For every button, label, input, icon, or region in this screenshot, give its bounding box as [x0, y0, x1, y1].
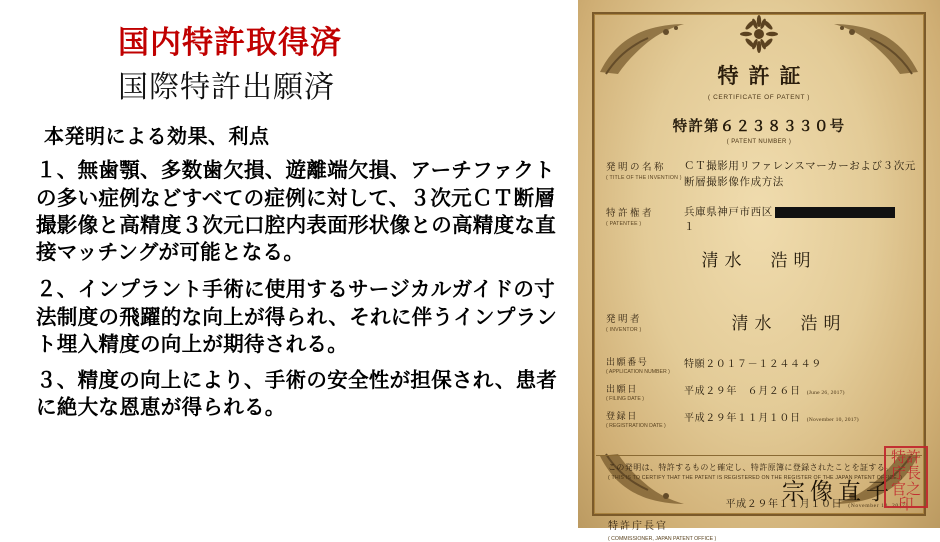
commissioner-title [596, 516, 922, 542]
field-label-en: ( TITLE OF THE INVENTION ) [606, 175, 682, 181]
benefit-paragraph-1: １、無歯顎、多数歯欠損、遊離端欠損、アーチファクトの多い症例などすべての症例に対して、３次元ＣＴ断層撮影像と高精度３次元口腔内表面形状像との高精度な直接マッチングが可能となる。 [36, 159, 556, 264]
date-value [684, 409, 859, 424]
headline-domestic-patent: 国内特許取得済 [118, 25, 342, 60]
date-value-en: (November 10, 2017) [806, 416, 859, 423]
inventor-name: 清水 浩明 [731, 314, 847, 333]
field-inventor [596, 311, 922, 337]
commissioner-title-jp: 特許庁長官 [608, 520, 668, 532]
patentee-name: 清水 浩明 [701, 251, 817, 270]
section-subheading: 本発明による効果、利点 [44, 126, 270, 149]
field-patentee [596, 205, 922, 237]
date-label [596, 382, 684, 402]
certificate-title: 特許証 [717, 64, 811, 88]
headline-international-patent: 国際特許出願済 [118, 70, 335, 104]
issue-date-jp: 平成２９年１１月１０日 [725, 498, 843, 510]
date-label [596, 355, 684, 375]
date-value-jp: 特願２０１７－１２４４４９ [684, 358, 822, 370]
spacer [596, 271, 922, 297]
certification-statement-jp: この発明は、特許するものと確定し、特許原簿に登録されたことを証する。 [608, 462, 894, 472]
date-label-en: ( APPLICATION NUMBER ) [606, 368, 670, 375]
patent-certificate-image [578, 0, 940, 542]
field-value: ＣＴ撮影用リファレンスマーカーおよび３次元断層撮影像作成方法 [684, 161, 916, 188]
date-row-registration-date [596, 409, 922, 429]
field-label-jp: 発明者 [606, 315, 643, 325]
date-value-jp: 平成２９年１１月１０日 [684, 412, 801, 424]
commissioner-title-en: ( COMMISSIONER, JAPAN PATENT OFFICE ) [608, 535, 717, 542]
date-label-en: ( REGISTRATION DATE ) [606, 422, 666, 429]
date-row-application-number [596, 355, 922, 375]
dates-block [596, 355, 922, 429]
field-label-jp: 特許権者 [606, 208, 655, 219]
date-label-en: ( FILING DATE ) [606, 395, 644, 402]
field-label-en: ( PATENTEE ) [606, 220, 642, 227]
field-label [596, 205, 684, 227]
redaction-bar [775, 207, 895, 218]
date-label [596, 409, 684, 429]
date-value-en: (June 26, 2017) [806, 389, 845, 396]
official-seal-stamp: 特許庁長官之印 [884, 446, 928, 508]
patentee-address-line2: １ [684, 222, 696, 234]
date-value [684, 382, 845, 397]
field-label [596, 159, 684, 181]
issue-date-en: (November 10, 2017) [848, 502, 908, 509]
date-label-jp: 出願日 [606, 383, 638, 394]
field-label-jp: 発明の名称 [606, 163, 667, 173]
date-row-filing-date [596, 382, 922, 402]
commissioner-signature: 宗像直子 [782, 479, 894, 504]
certificate-title-english: ( CERTIFICATE OF PATENT ) [707, 94, 811, 101]
date-label-jp: 登録日 [606, 410, 638, 421]
patentee-address-line: 兵庫県神戸市西区 [684, 206, 773, 218]
benefit-paragraph-2: ２、インプラント手術に使用するサージカルガイドの寸法制度の飛躍的な向上が得られ、それに伴うインプラント埋入精度の向上が期待される。 [36, 278, 558, 356]
patent-number-english-label: ( PATENT NUMBER ) [726, 139, 792, 145]
benefit-paragraph-3: ３、精度の向上により、手術の安全性が担保され、患者に絶大な恩恵が得られる。 [36, 369, 558, 420]
field-value [684, 205, 922, 237]
patent-number: 特許第６２３８３３０号 [672, 119, 846, 135]
field-label-en: ( INVENTOR ) [606, 327, 642, 333]
field-label [596, 311, 684, 333]
certification-statement-en: ( THIS IS TO CERTIFY THAT THE PATENT IS REGISTERED ON THE REGISTER OF THE JAPAN PATENT OFFICE. ) [608, 474, 903, 481]
field-title-of-invention [596, 159, 922, 191]
date-label-jp: 出願番号 [606, 356, 649, 367]
date-value [684, 355, 825, 370]
date-value-jp: 平成２９年 ６月２６日 [684, 385, 801, 397]
